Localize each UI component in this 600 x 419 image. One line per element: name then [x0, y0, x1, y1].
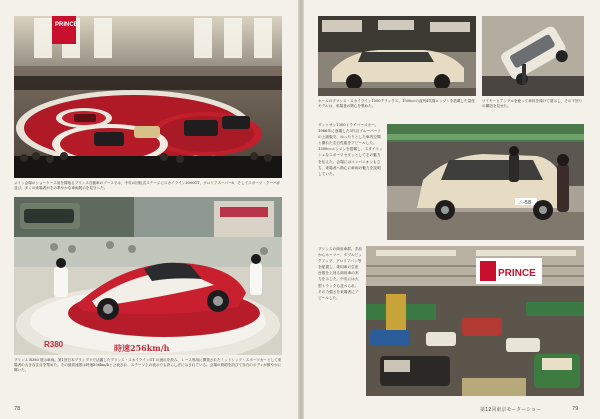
spread-gutter [298, 0, 304, 419]
body-text-datsun: ダットサン1300ドライバーズカー。1966年に登場した3代目ブルーバードの上級版で、ゆったりとした車内空間と優れた走行性能をアピールした。1300ccエンジンを搭載し、スタイリッシュなスポーツセダンとしてその魅力を伝えた。会場にはコンパニオンも立ち、来場者へ熱心に車両の魅力を説明していた。 [318, 123, 383, 176]
photo-skyline-image [318, 16, 476, 96]
photo-datsun-image [387, 124, 584, 240]
page-number-right: 79 [572, 406, 579, 412]
photo-prince-booth [14, 16, 282, 178]
photo-tilted-car-image [482, 16, 584, 96]
photo-r380-stage [14, 197, 282, 355]
caption-skyline: ホールのプリンス・スカイライン1500デラックス。1500ccの直列4気筒エンジンを搭載した量産モデルは、来場者の関心を集めた。 [318, 99, 475, 108]
caption-r380: プリンス R380 展示車両。第1回日本グランプリで活躍したプリンス・スカイラインGT の流れを汲み、レース専用に開発されたミッドシップ・スポーツカーとして来場者の大きな注目を集めた。その最高速度は時速256km/hと公表され、ステージ上の表示でも誇らしげに示されている。会場の照明を浴びて赤白のボディが鮮やかに輝いた。 [14, 358, 282, 372]
photo-hall-image [366, 246, 584, 396]
photo-tilted-car [482, 16, 584, 96]
page-number-left: 78 [14, 406, 21, 412]
stage-speed-text: 時速256km/h [114, 343, 170, 353]
photo-r380-image [14, 197, 282, 355]
photo-prince-booth-image [14, 16, 282, 178]
stage-text-left: R380 [44, 340, 64, 349]
booth-banner-text: PRINCE [55, 22, 78, 28]
footer-title: 第12回東京モーターショー [480, 407, 541, 413]
caption-prince-booth: メイン会場のショーケース前を陣取るプリンス自動車のブースでは、中央の回転式ステージにスカイライン2000GT、グロリアスーパー6、そしてスポーツ・クーペが並び、多くの来場者がその華やかな車両展示を見守った。 [14, 181, 281, 190]
photo-skyline [318, 16, 476, 96]
hall-sign-text: PRINCE [498, 268, 536, 279]
caption-tilted-car: ワイヤーとアングルを使って車体を傾けて展示し、その下回りの構造を見せた。 [482, 99, 583, 108]
photo-exhibition-hall [366, 246, 584, 396]
photo-datsun [387, 124, 584, 240]
body-text-commercial: プリンスの商用車群。手前からホーマー、ダブルピックアップ、グロリアバン等を配置し、乗用車の生産台数を上回る商用車の実力を示した。中央には大型トラックも並べられ、その力強さを来場者にアピールした。 [318, 247, 362, 300]
datsun-plate-text: ニ-58 [518, 200, 532, 206]
